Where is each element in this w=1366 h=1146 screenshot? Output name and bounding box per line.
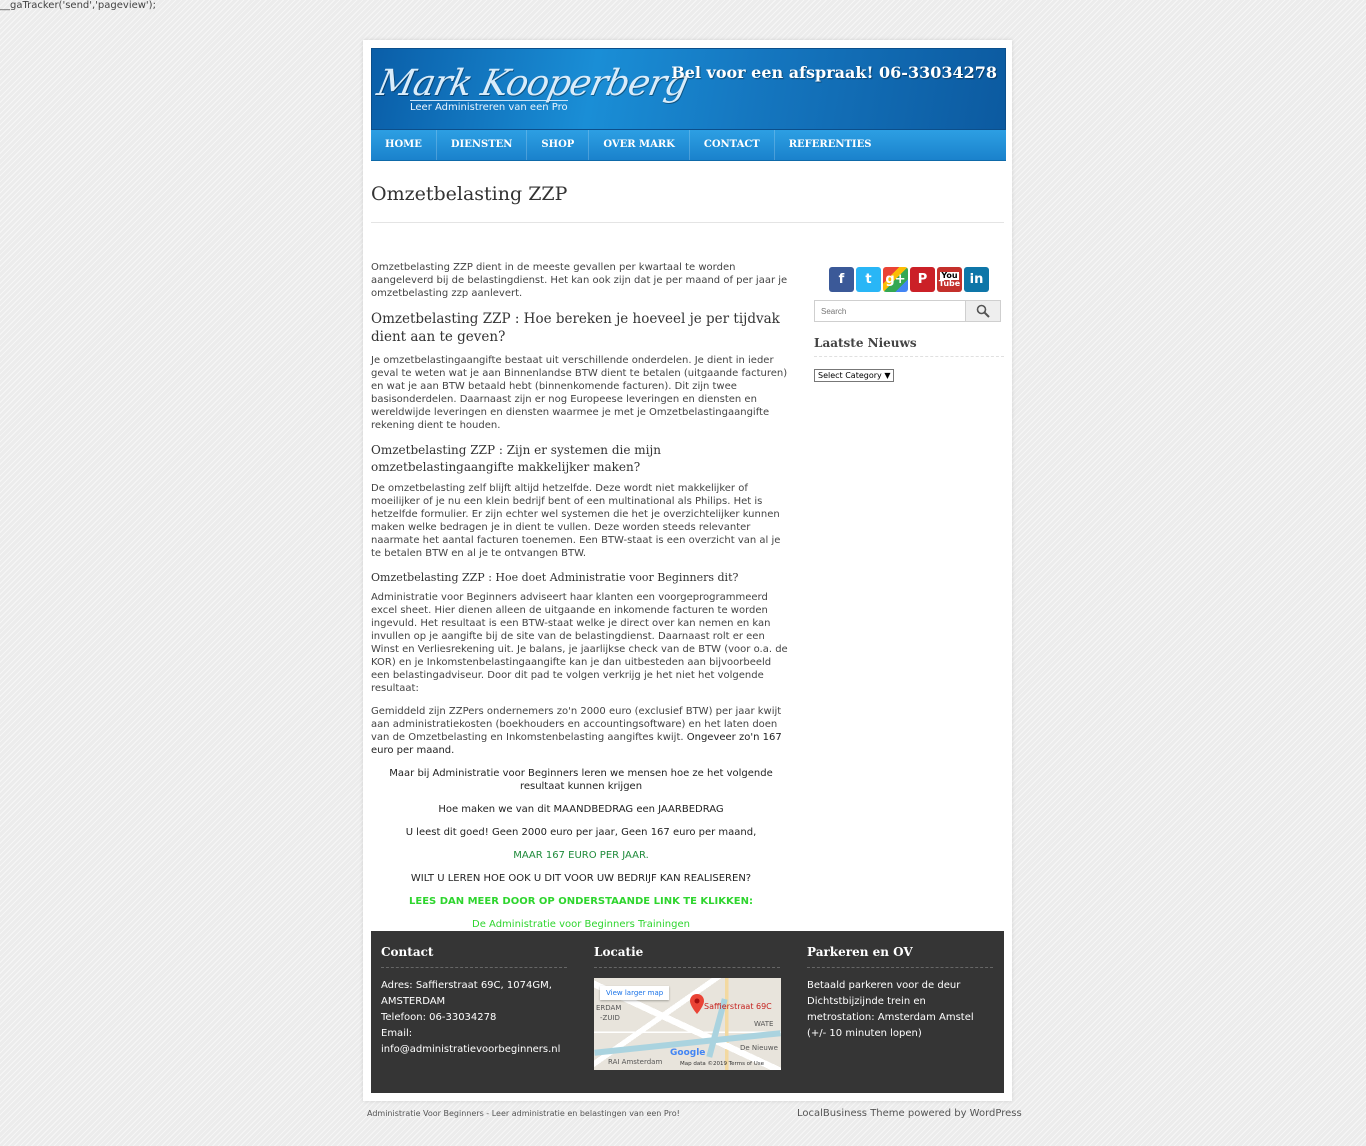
site-tagline: Leer Administreren van een Pro [410,102,568,113]
article-paragraph-4-emphasis: Ongeveer zo'n 167 euro per maand. [371,732,782,756]
footer-contact [381,945,567,1058]
article-paragraph-4 [371,705,791,757]
article-content [371,261,791,941]
center-line-3: U leest dit goed! Geen 2000 euro per jaar, Geen 167 euro per maand, [405,827,757,838]
nav-shop[interactable]: SHOP [527,130,589,160]
bottom-site-credit[interactable]: Administratie Voor Beginners - Leer administratie en belastingen van een Pro! [367,1109,680,1118]
social-icons [814,267,1004,292]
linkedin-icon[interactable]: in [964,267,989,292]
google-plus-icon[interactable]: g+ [883,267,908,292]
map-label: -ZUID [600,1014,620,1022]
site-footer [371,931,1004,1093]
article-paragraph-2: De omzetbelasting zelf blijft altijd hetzelfde. Deze wordt niet makkelijker of moeilijker of je nu een klein bedrijf bent of een multinational als Philips. Het is hetzelfde formulier. Er zijn echter wel systemen die het je overzichtelijker kunnen maken welke bedragen je in dient te vullen. Deze worden steeds relevanter naarmate het aantal facturen toenemen. Een BTW-staat is een overzicht van al je te betalen BTW en al je te ontvangen BTW. [371,483,781,559]
article-paragraph-1: Je omzetbelastingaangifte bestaat uit verschillende onderdelen. Je dient in ieder geval te weten wat je aan Binnenlandse BTW dient te betalen (uitgaande facturen) en wat je aan BTW betaald hebt (binnenkomende facturen). Dit zijn twee basisonderdelen. Daarnaast zijn er nog Europeese leveringen en diensten en wereldwijde leveringen en diensten waarmee je met je Omzetbelastingaangifte rekening dient te houden. [371,355,788,431]
site-logo[interactable]: Mark Kooperberg [373,63,692,104]
center-line-6: LEES DAN MEER DOOR OP ONDERSTAANDE LINK TE KLIKKEN: [409,896,753,907]
article-heading-2: Omzetbelasting ZZP : Zijn er systemen die mijn omzetbelastingaangifte makkelijker maken? [371,443,661,474]
center-line-5: WILT U LEREN HOE OOK U DIT VOOR UW BEDRIJF KAN REALISEREN? [410,873,752,884]
map-pin-label: Saffierstraat 69C [704,1002,772,1011]
page-container [363,40,1012,1101]
search-button[interactable] [965,301,1000,321]
google-logo: Google [670,1048,706,1058]
article-paragraph-4-text: Gemiddeld zijn ZZPers ondernemers zo'n 2000 euro (exclusief BTW) per jaar kwijt aan administratiekosten (boekhouders en accountingsoftware) en het laten doen van de Omzetbelasting en Inkomstenbelasting aangiftes kwijt. [371,706,782,743]
facebook-icon[interactable]: f [829,267,854,292]
main-nav [371,130,1006,161]
map-label: De Nieuwe [740,1044,778,1052]
center-line-4: MAAR 167 EURO PER JAAR. [513,850,649,861]
map-pin-icon [690,994,704,1014]
nav-diensten[interactable]: DIENSTEN [437,130,528,160]
map-label: ERDAM [596,1004,622,1012]
center-line-2: Hoe maken we van dit MAANDBEDRAG een JAARBEDRAG [438,804,724,815]
article-intro: Omzetbelasting ZZP dient in de meeste gevallen per kwartaal te worden aangeleverd bij de belastingdienst. Het kan ook zijn dat je per maand of per jaar je omzetbelasting zzp aanlevert. [371,262,788,299]
article-paragraph-3: Administratie voor Beginners adviseert haar klanten een voorgeprogrammeerd excel sheet. Hier dienen alleen de uitgaande en inkomende facturen te worden ingevuld. Het resultaat is een BTW-staat welke je direct over kan nemen en kan invullen op je aangifte bij de site van de belastingdienst. Daarnaast rolt er een Winst en Verliesrekening uit. Je balans, je jaarlijkse check van de BTW (voor o.a. de KOR) en je Inkomstenbelastingaangifte kan je dan uitbesteden aan bijvoorbeeld een belastingadviseur. Door dit pad te volgen verkrijg je het niet het volgende resultaat: [371,592,788,694]
twitter-icon[interactable]: t [856,267,881,292]
chevron-down-icon: ▼ [884,371,891,380]
footer-ov [807,945,993,1042]
search-input[interactable] [815,301,965,321]
article-heading-3: Omzetbelasting ZZP : Hoe doet Administratie voor Beginners dit? [371,571,739,584]
footer-locatie-title: Locatie [594,945,780,968]
article-heading-1: Omzetbelasting ZZP : Hoe bereken je hoeveel je per tijdvak dient aan te geven? [371,311,780,345]
footer-contact-title: Contact [381,945,567,968]
sidebar-search [814,300,1001,322]
footer-address: Adres: Saffierstraat 69C, 1074GM, AMSTERDAM [381,980,552,1007]
pinterest-icon[interactable]: P [910,267,935,292]
footer-ov-text: Betaald parkeren voor de deur Dichtstbijzijnde trein en metrostation: Amsterdam Amstel (+/- 10 minuten lopen) [807,980,974,1039]
site-header [371,48,1006,130]
footer-email[interactable]: info@administratievoorbeginners.nl [381,1044,561,1055]
nav-referenties[interactable]: REFERENTIES [788,139,872,150]
nav-over-mark[interactable]: OVER MARK [589,130,690,160]
map-label: WATE [754,1020,774,1028]
tracker-debug-text: __gaTracker('send','pageview'); [0,0,156,11]
category-select-value: Select Category [818,371,882,380]
search-icon [976,304,990,318]
footer-ov-title: Parkeren en OV [807,945,993,968]
youtube-icon[interactable]: You Tube [937,267,962,292]
nav-home[interactable]: HOME [371,130,437,160]
map-label: RAI Amsterdam [608,1058,663,1066]
center-line-1: Maar bij Administratie voor Beginners leren we mensen hoe ze het volgende resultaat kunnen krijgen [389,768,773,792]
page-title: Omzetbelasting ZZP [371,183,568,205]
category-select[interactable] [814,369,894,382]
widget-title-laatste-nieuws: Laatste Nieuws [814,336,1004,357]
nav-contact[interactable]: CONTACT [690,130,775,160]
footer-locatie [594,945,780,1070]
trainingen-link[interactable]: De Administratie voor Beginners Trainingen [472,919,690,930]
footer-email-label: Email: [381,1028,413,1039]
bottom-theme-credit[interactable]: LocalBusiness Theme powered by WordPress [797,1108,1022,1119]
header-phone: Bel voor een afspraak! 06-33034278 [671,63,997,82]
footer-phone: Telefoon: 06-33034278 [381,1012,497,1023]
sidebar [814,267,1004,382]
location-map[interactable] [594,978,781,1070]
title-divider [371,222,1004,223]
map-data-credit[interactable]: Map data ©2019 Terms of Use [680,1061,765,1067]
view-larger-map-link[interactable]: View larger map [600,986,669,1000]
